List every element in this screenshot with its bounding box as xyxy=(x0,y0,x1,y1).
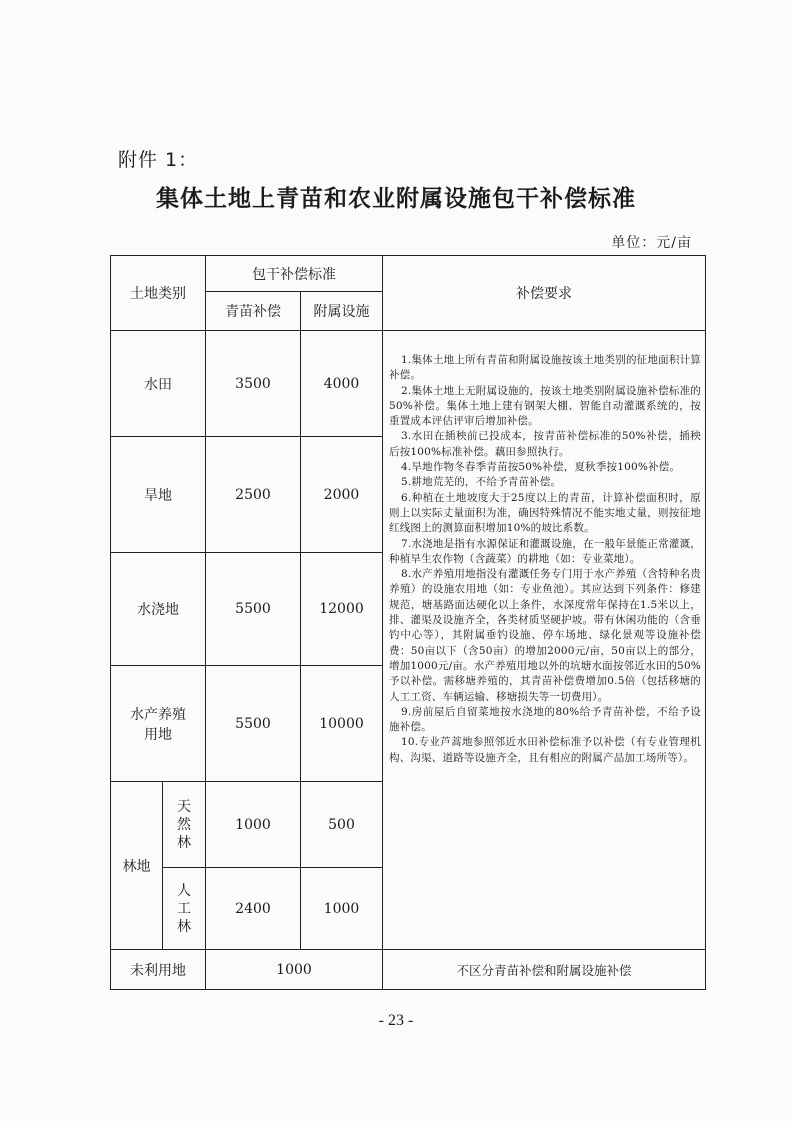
header-requirement: 补偿要求 xyxy=(383,256,706,331)
document-title: 集体土地上青苗和农业附属设施包干补偿标准 xyxy=(156,186,636,212)
requirement-item: 7.水浇地是指有水源保证和灌溉设施，在一般年景能正常灌溉，种植旱生农作物（含蔬菜）的耕地（如：专业菜地）。 xyxy=(389,537,701,565)
compensation-table xyxy=(110,255,706,990)
page-number: - 23 - xyxy=(378,1012,414,1029)
requirement-item: 6.种植在土地坡度大于25度以上的青苗，计算补偿面积时，原则上以实际丈量面积为准，确因特殊情况不能实地丈量，则按征地红线图上的测算面积增加10%的坡比系数。 xyxy=(389,491,701,535)
forest-subtype-natural: 天然林 xyxy=(177,798,191,851)
crop-value: 5500 xyxy=(206,666,301,782)
header-facility: 附属设施 xyxy=(301,292,383,331)
requirement-item: 4.旱地作物冬春季青苗按50%补偿，夏秋季按100%补偿。 xyxy=(401,461,681,474)
land-type-cell: 水产养殖用地 xyxy=(111,666,206,782)
attachment-label: 附件 1： xyxy=(118,149,199,171)
header-standard: 包干补偿标准 xyxy=(206,256,383,292)
table-row xyxy=(111,331,706,437)
unit-label: 单位：元/亩 xyxy=(611,235,692,251)
requirement-item: 9.房前屋后自留菜地按水浇地的80%给予青苗补偿，不给予设施补偿。 xyxy=(389,705,701,734)
forest-label: 林地 xyxy=(111,782,163,950)
forest-subtype-cell xyxy=(163,868,206,950)
facility-value: 10000 xyxy=(301,666,383,782)
requirements-cell xyxy=(383,331,706,950)
land-type-cell: 水浇地 xyxy=(111,553,206,666)
facility-value: 4000 xyxy=(301,331,383,437)
land-type-cell: 水田 xyxy=(111,331,206,437)
forest-subtype-cell xyxy=(163,782,206,868)
crop-value: 2500 xyxy=(206,437,301,553)
facility-value: 500 xyxy=(301,782,383,868)
unused-note: 不区分青苗补偿和附属设施补偿 xyxy=(383,950,706,990)
requirements-list xyxy=(389,353,701,766)
requirement-item: 2.集体土地上无附属设施的，按该土地类别附属设施补偿标准的50%补偿。集体土地上建有钢架大棚、智能自动灌溉系统的，按重置成本评估评审后增加补偿。 xyxy=(389,384,701,428)
requirement-item: 10.专业芦蒿地参照邻近水田补偿标准予以补偿（有专业管理机构、沟渠、道路等设施齐全，且有相应的附属产品加工场所等）。 xyxy=(389,736,701,764)
unused-value: 1000 xyxy=(206,950,383,990)
crop-value: 5500 xyxy=(206,553,301,666)
table-row xyxy=(111,950,706,990)
header-land-type: 土地类别 xyxy=(111,256,206,331)
facility-value: 2000 xyxy=(301,437,383,553)
facility-value: 1000 xyxy=(301,868,383,950)
land-type-cell: 旱地 xyxy=(111,437,206,553)
crop-value: 2400 xyxy=(206,868,301,950)
crop-value: 1000 xyxy=(206,782,301,868)
land-type-cell: 未利用地 xyxy=(111,950,206,990)
header-crop: 青苗补偿 xyxy=(206,292,301,331)
facility-value: 12000 xyxy=(301,553,383,666)
requirement-item: 8.水产养殖用地指没有灌溉任务专门用于水产养殖（含特种名贵养殖）的设施农用地（如：专业鱼池）。其应达到下列条件：修建规范，塘基路面达硬化以上条件，水深度常年保持在1.5米以上，排、灌渠及设施齐全，各类材质坚硬护坡。带有休闲功能的（含垂钓中心等），其附属垂钓设施、停车场地、绿化景观等设施补偿费：50亩以下（含50亩）的增加2000元/亩，50亩以上的部分，增加1000元/亩。水产养殖用地以外的坑塘水面按邻近水田的50%予以补偿。需移塘养殖的，其青苗补偿费增加0.5倍（包括移塘的人工工资、车辆运输、移塘损失等一切费用）。 xyxy=(389,568,701,703)
requirement-item: 5.耕地荒芜的，不给予青苗补偿。 xyxy=(401,476,562,489)
requirement-item: 3.水田在插秧前已投成本，按青苗补偿标准的50%补偿，插秧后按100%标准补偿。藕田参照执行。 xyxy=(389,430,701,458)
forest-subtype-artificial: 人工林 xyxy=(177,882,191,935)
requirement-item: 1.集体土地上所有青苗和附属设施按该土地类别的征地面积计算补偿。 xyxy=(389,354,701,382)
crop-value: 3500 xyxy=(206,331,301,437)
